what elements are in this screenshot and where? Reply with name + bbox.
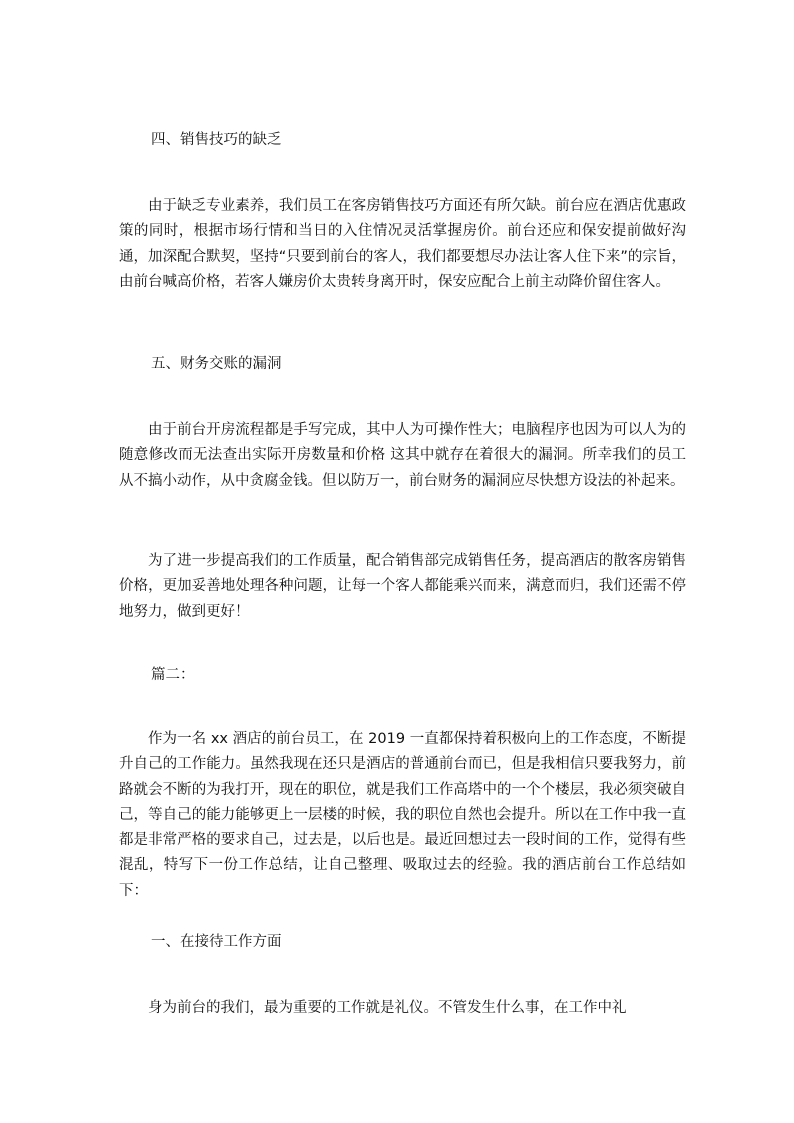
section-heading-reception: 一、在接待工作方面	[151, 934, 282, 950]
paragraph-part-two-intro: 作为一名 xx 酒店的前台员工，在 2019 一直都保持着积极向上的工作态度，不断提升自己的工作能力。虽然我现在还只是酒店的普通前台而已，但是我相信只要我努力，前路就会不断的为我打开，现在的职位，就是我们工作高塔中的一个个楼层，我必须突破自己，等自己的能力能够更上一层楼的时候，我的职位自然也会提升。所以在工作中我一直都是非常严格的要求自己，过去是，以后也是。最近回想过去一段时间的工作，觉得有些混乱，特写下一份工作总结，让自己整理、吸取过去的经验。我的酒店前台工作总结如下：	[119, 731, 686, 899]
part-two-heading: 篇二：	[151, 667, 195, 683]
paragraph-reception: 身为前台的我们，最为重要的工作就是礼仪。不管发生什么事，在工作中礼	[148, 1000, 627, 1016]
paragraph-sales-skills: 由于缺乏专业素养，我们员工在客房销售技巧方面还有所欠缺。前台应在酒店优惠政策的同时，根据市场行情和当日的入住情况灵活掌握房价。前台还应和保安提前做好沟通，加深配合默契，坚持“只要到前台的客人，我们都要想尽办法让客人住下来”的宗旨，由前台喊高价格，若客人嫌房价太贵转身离开时，保安应配合上前主动降价留住客人。	[119, 198, 686, 290]
paragraph-closing: 为了进一步提高我们的工作质量，配合销售部完成销售任务，提高酒店的散客房销售价格，更加妥善地处理各种问题，让每一个客人都能乘兴而来，满意而归，我们还需不停地努力，做到更好！	[119, 553, 686, 620]
section-heading-finance: 五、财务交账的漏洞	[151, 356, 282, 372]
section-heading-sales-skills: 四、销售技巧的缺乏	[151, 132, 282, 148]
paragraph-finance: 由于前台开房流程都是手写完成，其中人为可操作性大；电脑程序也因为可以人为的随意修改而无法查出实际开房数量和价格 这其中就存在着很大的漏洞。所幸我们的员工从不搞小动作，从中贪腐金钱。但以防万一，前台财务的漏洞应尽快想方设法的补起来。	[119, 422, 686, 489]
